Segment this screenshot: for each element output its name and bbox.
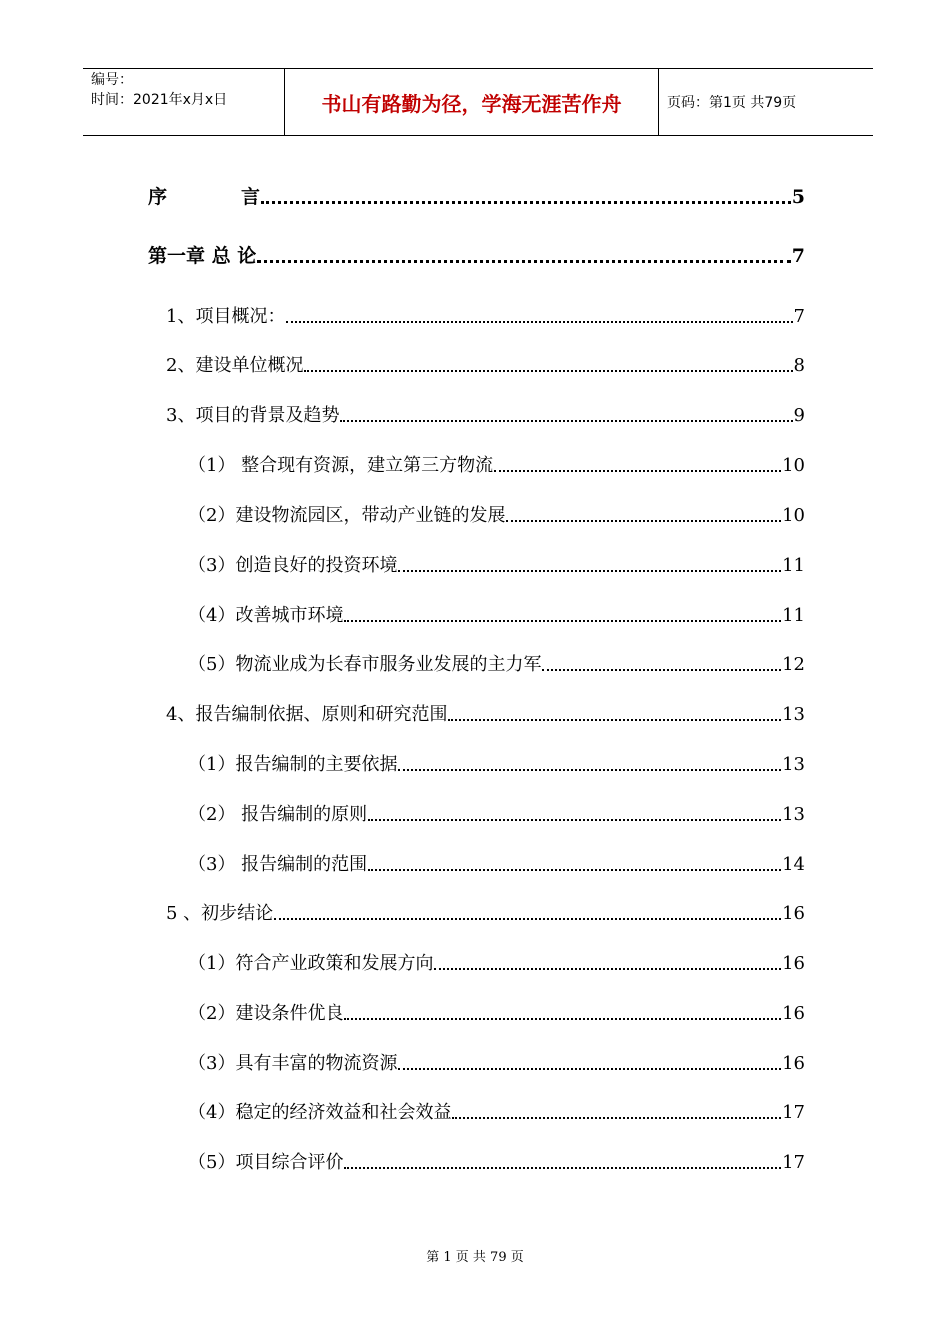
toc-entry-page: 11: [782, 555, 805, 576]
toc-leader-dots: [434, 967, 781, 970]
document-date-label: 时间：2021年x月x日: [91, 92, 228, 108]
toc-leader-dots: [368, 868, 781, 871]
toc-leader-dots: [344, 1166, 781, 1169]
toc-entry-page: 13: [782, 704, 805, 725]
toc-entry[interactable]: [166, 899, 805, 927]
toc-leader-dots: [448, 718, 781, 721]
toc-entry[interactable]: [166, 401, 805, 429]
toc-entry[interactable]: [188, 1148, 805, 1176]
toc-leader-dots: [257, 259, 791, 263]
toc-leader-dots: [274, 917, 781, 920]
toc-entry-label: （1）符合产业政策和发展方向: [188, 953, 434, 974]
toc-entry-label: （2）建设物流园区，带动产业链的发展: [188, 505, 506, 526]
toc-entry-page: 9: [793, 405, 805, 426]
toc-entry-label: 4、报告编制依据、原则和研究范围: [166, 704, 448, 725]
toc-entry[interactable]: [166, 700, 805, 728]
toc-entry-label: （5）项目综合评价: [188, 1152, 344, 1173]
toc-leader-dots: [398, 768, 781, 771]
toc-leader-dots: [344, 1017, 781, 1020]
toc-entry-label: （4）改善城市环境: [188, 605, 344, 626]
toc-entry-page: 13: [782, 804, 805, 825]
toc-entry[interactable]: [188, 1098, 805, 1126]
toc-entry-page: 13: [782, 754, 805, 775]
toc-entry[interactable]: [188, 750, 805, 778]
toc-entry-page: 17: [782, 1102, 805, 1123]
toc-entry[interactable]: [188, 650, 805, 678]
toc-entry-page: 16: [782, 953, 805, 974]
toc-entry-page: 16: [782, 1003, 805, 1024]
toc-entry-page: 10: [782, 455, 805, 476]
toc-entry[interactable]: [188, 999, 805, 1027]
toc-entry[interactable]: [188, 850, 805, 878]
toc-leader-dots: [494, 469, 781, 472]
toc-leader-dots: [452, 1116, 781, 1119]
toc-leader-dots: [286, 320, 792, 323]
toc-entry-label: （4）稳定的经济效益和社会效益: [188, 1102, 452, 1123]
toc-entry-page: 17: [782, 1152, 805, 1173]
toc-entry-page: 12: [782, 654, 805, 675]
toc-entry-label: （5）物流业成为长春市服务业发展的主力军: [188, 654, 542, 675]
header-motto: 书山有路勤为径，学海无涯苦作舟: [285, 69, 659, 135]
page-footer: 第 1 页 共 79 页: [426, 1250, 524, 1265]
toc-entry-page: 14: [782, 854, 805, 875]
toc-leader-dots: [506, 519, 781, 522]
header-page-info: 页码：第1页 共79页: [667, 95, 797, 111]
toc-entry-label: （2） 报告编制的原则: [188, 804, 368, 825]
toc-leader-dots: [304, 369, 792, 372]
toc-entry-label-part: 言: [240, 186, 260, 208]
toc-leader-dots: [398, 1067, 781, 1070]
toc-entry[interactable]: [166, 302, 805, 330]
toc-entry-label: （2）建设条件优良: [188, 1003, 344, 1024]
toc-leader-dots: [398, 569, 781, 572]
toc-entry[interactable]: [166, 351, 805, 379]
toc-entry-page: 10: [782, 505, 805, 526]
toc-entry[interactable]: [188, 800, 805, 828]
toc-leader-dots: [542, 668, 781, 671]
toc-entry-label: （1） 整合现有资源，建立第三方物流: [188, 455, 494, 476]
toc-entry[interactable]: [148, 241, 805, 269]
toc-entry-label: （1）报告编制的主要依据: [188, 754, 398, 775]
toc-entry[interactable]: [188, 551, 805, 579]
toc-leader-dots: [344, 619, 781, 622]
toc-entry[interactable]: [188, 451, 805, 479]
toc-entry-label: 第一章 总 论: [148, 245, 257, 267]
toc-entry-page: 7: [791, 245, 805, 267]
toc-entry-label: 5 、初步结论: [166, 903, 274, 924]
toc-leader-dots: [340, 419, 792, 422]
header-meta-cell: [83, 69, 285, 135]
toc-entry[interactable]: [148, 182, 805, 210]
toc-entry[interactable]: [188, 1049, 805, 1077]
toc-entry-label: [148, 182, 260, 209]
toc-entry-page: 11: [782, 605, 805, 626]
toc-entry[interactable]: [188, 601, 805, 629]
toc-entry-page: 8: [793, 355, 805, 376]
document-number-label: 编号：: [91, 72, 133, 88]
toc-entry[interactable]: [188, 949, 805, 977]
toc-entry-label: （3） 报告编制的范围: [188, 854, 368, 875]
toc-entry-label-part: 序: [148, 186, 168, 208]
toc-entry-label: 2、建设单位概况: [166, 355, 304, 376]
toc-entry-label: 3、项目的背景及趋势: [166, 405, 340, 426]
toc-entry-label: （3）具有丰富的物流资源: [188, 1053, 398, 1074]
toc-entry-page: 16: [782, 1053, 805, 1074]
toc-leader-dots: [368, 818, 781, 821]
toc-entry-label: （3）创造良好的投资环境: [188, 555, 398, 576]
toc-entry-page: 5: [791, 186, 805, 208]
toc-entry-page: 16: [782, 903, 805, 924]
toc-entry-page: 7: [793, 306, 805, 327]
toc-leader-dots: [261, 200, 791, 204]
page-header: [83, 68, 873, 136]
toc-entry[interactable]: [188, 501, 805, 529]
toc-entry-label: 1、项目概况：: [166, 306, 286, 327]
